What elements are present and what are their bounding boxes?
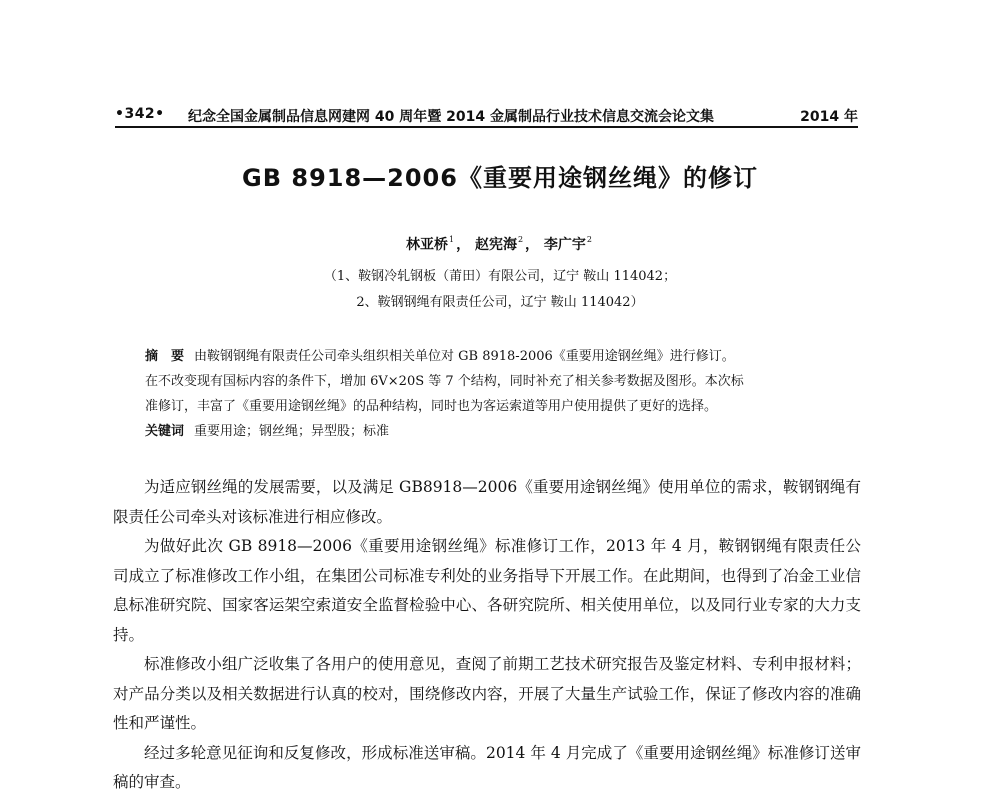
series-title: 纪念全国金属制品信息网建网 40 周年暨 2014 金属制品行业技术信息交流会论文集 [188, 109, 714, 125]
keywords-line [145, 419, 835, 444]
affiliation-line: 2、鞍钢钢绳有限责任公司，辽宁 鞍山 114042） [356, 295, 644, 310]
keywords-text: 重要用途；钢丝绳；异型股；标准 [194, 424, 390, 439]
body-text [113, 473, 861, 791]
page-number: •342• [115, 106, 165, 122]
abstract-block [145, 344, 835, 444]
abstract-line: 准修订，丰富了《重要用途钢丝绳》的品种结构，同时也为客运索道等用户使用提供了更好的选择。 [145, 399, 718, 414]
author-affiliation-mark: 2 [586, 235, 593, 244]
affiliation-line: （1、鞍钢冷轧钢板（莆田）有限公司，辽宁 鞍山 114042； [323, 269, 677, 284]
header-year: 2014 年 [800, 109, 858, 125]
author-affiliation-mark: 1 [448, 235, 455, 244]
abstract-label: 摘 要 [145, 349, 185, 364]
abstract-text: 由鞍钢钢绳有限责任公司牵头组织相关单位对 GB 8918-2006《重要用途钢丝绳》进行修订。 [194, 349, 735, 364]
paper-title: GB 8918—2006《重要用途钢丝绳》的修订 [242, 164, 758, 192]
body-paragraph: 为做好此次 GB 8918—2006《重要用途钢丝绳》标准修订工作，2013 年 4 月，鞍钢钢绳有限责任公司成立了标准修改工作小组，在集团公司标准专利处的业务指导下开展工作。在此期间，也得到了冶金工业信息标准研究院、国家客运架空索道安全监督检验中心、各研究院所、相关使用单位，以及同行业专家的大力支持。 [113, 537, 861, 644]
author-name: 林亚桥 [405, 237, 448, 253]
running-header [115, 104, 858, 128]
author-list: 林亚桥$^1$ ， 赵宪海$^2$ ， 李广宇$^2$ [405, 235, 593, 253]
body-paragraph: 经过多轮意见征询和反复修改，形成标准送审稿。2014 年 4 月完成了《重要用途钢丝绳》标准修订送审稿的审查。 [113, 743, 861, 791]
author-name: 李广宇 [543, 237, 586, 253]
author-name: 赵宪海 [474, 237, 517, 253]
abstract-line [145, 344, 835, 369]
body-paragraph: 为适应钢丝绳的发展需要，以及满足 GB8918—2006《重要用途钢丝绳》使用单位的需求，鞍钢钢绳有限责任公司牵头对该标准进行相应修改。 [113, 478, 861, 526]
author-affiliation-mark: 2 [517, 235, 524, 244]
keywords-label: 关键词 [145, 424, 185, 439]
abstract-line: 在不改变现有国标内容的条件下，增加 6V×20S 等 7 个结构，同时补充了相关参考数据及图形。本次标 [145, 374, 744, 389]
body-paragraph: 标准修改小组广泛收集了各用户的使用意见，查阅了前期工艺技术研究报告及鉴定材料、专利申报材料；对产品分类以及相关数据进行认真的校对，围绕修改内容，开展了大量生产试验工作，保证了修改内容的准确性和严谨性。 [113, 655, 861, 732]
